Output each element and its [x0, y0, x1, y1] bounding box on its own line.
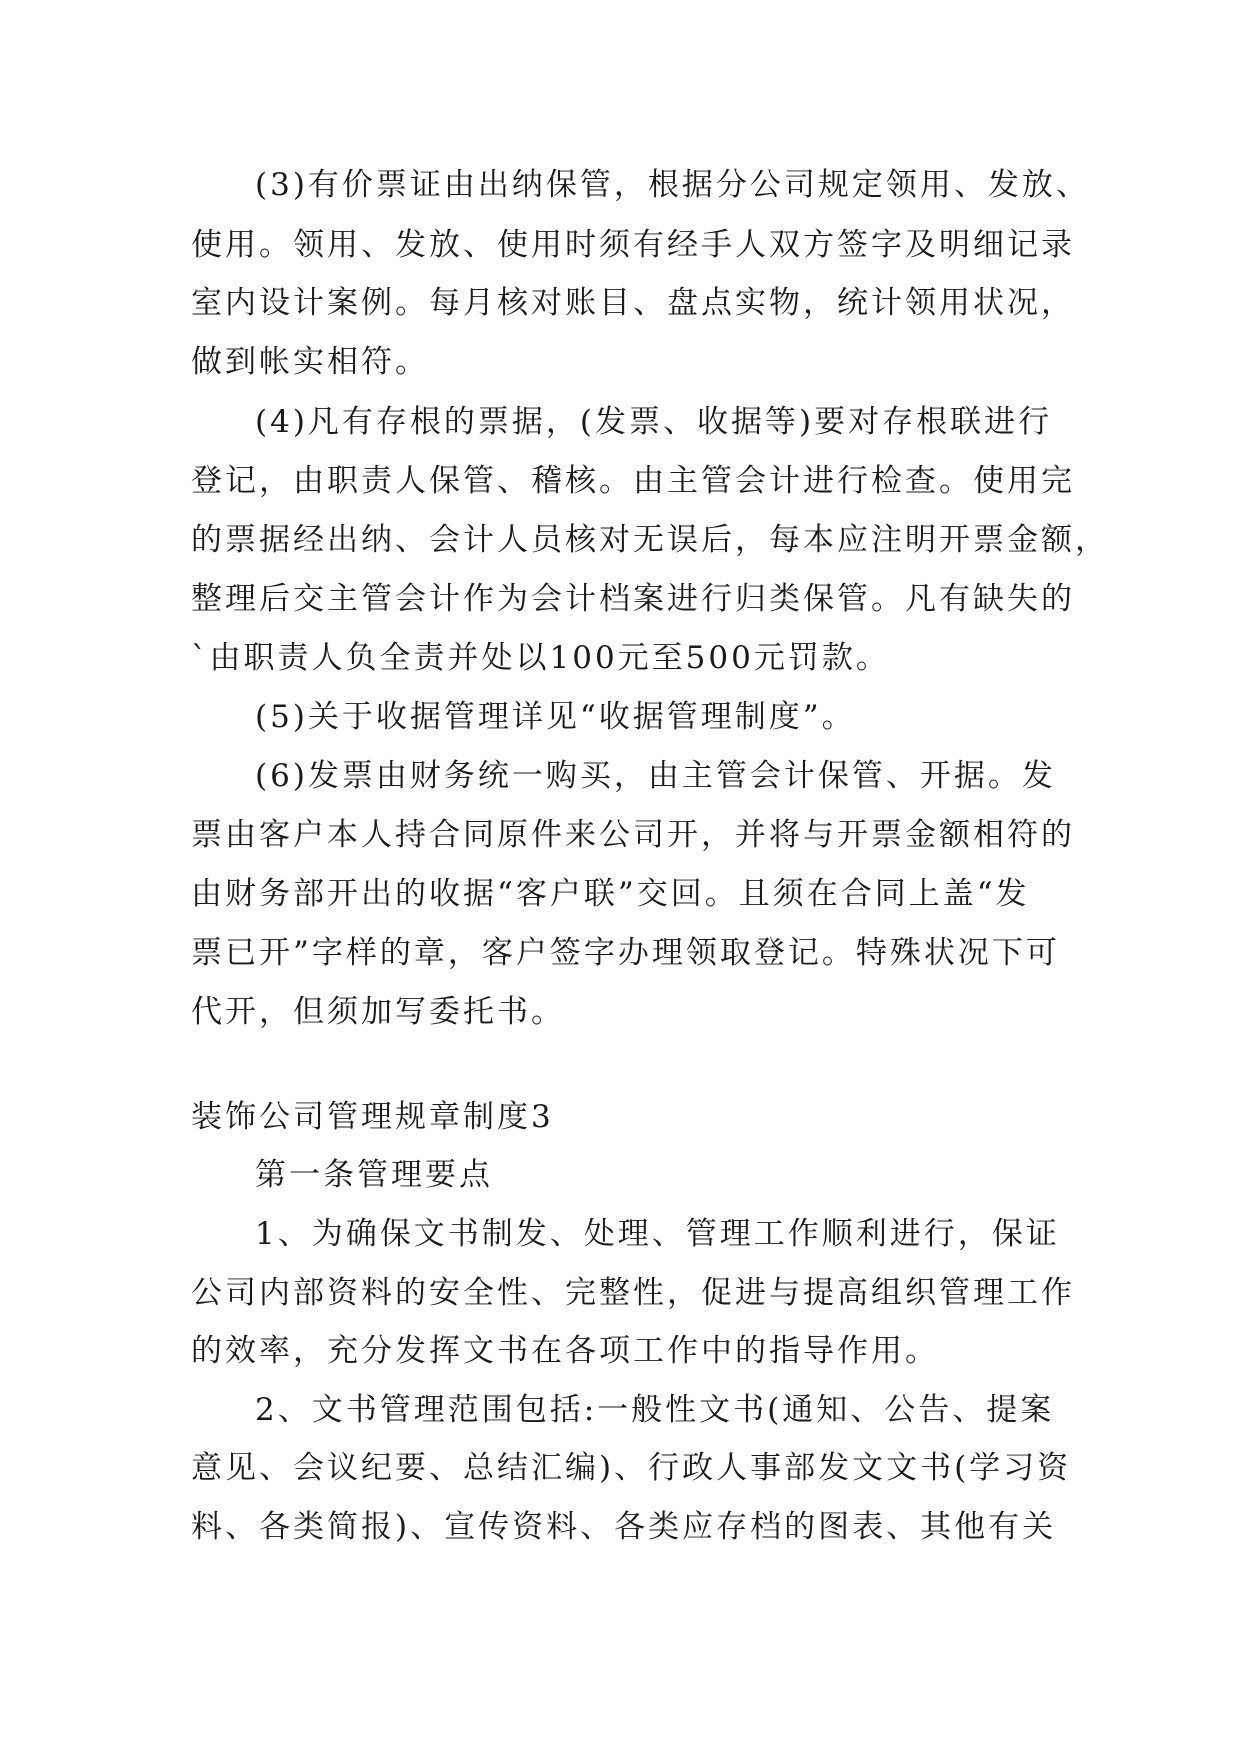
- paragraph-line: 做到帐实相符。: [191, 344, 429, 380]
- paragraph-line: 使用。领用、发放、使用时须有经手人双方签字及明细记录: [191, 227, 1075, 263]
- paragraph-line: 登记，由职责人保管、稽核。由主管会计进行检查。使用完: [191, 463, 1075, 499]
- paragraph-line: 票已开”字样的章，客户签字办理领取登记。特殊状况下可: [191, 935, 1060, 971]
- paragraph-line: `由职责人负全责并处以100元至500元罚款。: [191, 640, 890, 676]
- paragraph-line: (5)关于收据管理详见“收据管理制度”。: [255, 699, 856, 735]
- section-title: 装饰公司管理规章制度3: [191, 1099, 554, 1135]
- paragraph-line: 代开，但须加写委托书。: [191, 994, 565, 1030]
- paragraph-line: 的票据经出纳、会计人员核对无误后，每本应注明开票金额，: [191, 522, 1109, 558]
- paragraph-line: 意见、会议纪要、总结汇编)、行政人事部发文文书(学习资: [191, 1450, 1072, 1486]
- paragraph-line: (6)发票由财务统一购买，由主管会计保管、开据。发: [255, 758, 1056, 794]
- paragraph-line: 公司内部资料的安全性、完整性，促进与提高组织管理工作: [191, 1275, 1075, 1311]
- paragraph-line: 室内设计案例。每月核对账目、盘点实物，统计领用状况，: [191, 285, 1075, 321]
- paragraph-line: 的效率，充分发挥文书在各项工作中的指导作用。: [191, 1333, 939, 1369]
- paragraph-line: 票由客户本人持合同原件来公司开，并将与开票金额相符的: [191, 817, 1075, 853]
- paragraph-line: (4)凡有存根的票据，(发票、收据等)要对存根联进行: [255, 404, 1053, 440]
- paragraph-line: 料、各类简报)、宣传资料、各类应存档的图表、其他有关: [191, 1509, 1057, 1545]
- article-heading: 第一条管理要点: [255, 1157, 493, 1193]
- paragraph-line: 1、为确保文书制发、处理、管理工作顺利进行，保证: [255, 1216, 1060, 1252]
- paragraph-line: 整理后交主管会计作为会计档案进行归类保管。凡有缺失的: [191, 581, 1075, 617]
- paragraph-line: (3)有价票证由出纳保管，根据分公司规定领用、发放、: [255, 167, 1090, 203]
- paragraph-line: 2、文书管理范围包括:一般性文书(通知、公告、提案: [255, 1392, 1055, 1428]
- paragraph-line: 由财务部开出的收据“客户联”交回。且须在合同上盖“发: [191, 876, 1030, 912]
